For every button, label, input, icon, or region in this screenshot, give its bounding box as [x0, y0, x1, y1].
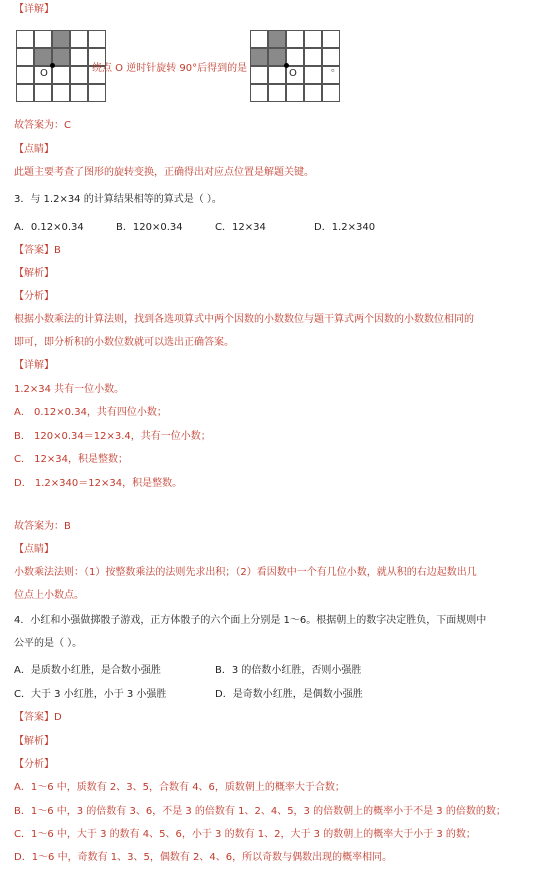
q3-option-b: B．120×0.34 [116, 222, 183, 233]
q3-detail-d: D． 1.2×340＝12×34，积是整数。 [14, 478, 183, 489]
q4-analysis-d: D．1～6 中，奇数有 1、3、5，偶数有 2、4、6，所以奇数与偶数出现的概率相同。 [14, 852, 393, 863]
grid-cell [34, 30, 52, 48]
q3-dianjing: 【点睛】 [14, 544, 54, 555]
q3-detail-0: 1.2×34 共有一位小数。 [14, 384, 125, 395]
q2-answer: 故答案为：C [14, 120, 71, 131]
grid-cell [286, 30, 304, 48]
q2-dianjing-header: 【点睛】 [14, 144, 54, 155]
grid-cell [34, 84, 52, 102]
q3-fenxi-text-1: 根据小数乘法的计算法则，找到各选项算式中两个因数的小数数位与题干算式两个因数的小数数位相同的 [14, 314, 474, 325]
detail-header: 【详解】 [14, 4, 54, 15]
grid-cell [304, 30, 322, 48]
grid-cell [250, 30, 268, 48]
grid-cell [304, 48, 322, 66]
q3-jiexi: 【解析】 [14, 268, 54, 279]
grid-cell [70, 84, 88, 102]
q4-option-b: B．3 的倍数小红胜，否则小强胜 [215, 665, 362, 676]
grid-cell [70, 48, 88, 66]
grid-cell [88, 30, 106, 48]
q3-dianjing-text-2: 位点上小数点。 [14, 590, 84, 601]
q4-analysis-b: B．1～6 中，3 的倍数有 3、6，不是 3 的倍数有 1、2、4、5，3 的倍数朝上的概率小于不是 3 的倍数的数； [14, 806, 506, 817]
rotation-center-label-left: O [40, 68, 48, 79]
grid-cell [286, 84, 304, 102]
q4-answer: 【答案】D [14, 712, 62, 723]
grid-cell [88, 84, 106, 102]
q3-option-c: C．12×34 [215, 222, 266, 233]
figure-period: 。 [331, 63, 341, 74]
grid-cell [70, 30, 88, 48]
grid-cell [250, 84, 268, 102]
rotation-center-label-right: O [289, 68, 297, 79]
grid-cell [16, 48, 34, 66]
grid-cell [268, 30, 286, 48]
q4-fenxi: 【分析】 [14, 759, 54, 770]
figure-caption: 绕点 O 逆时针旋转 90°后得到的是 [92, 63, 248, 74]
q3-answer: 【答案】B [14, 245, 61, 256]
rotation-center-dot-left [50, 63, 55, 68]
grid-cell [322, 84, 340, 102]
grid-cell [70, 66, 88, 84]
q3-detail-b: B． 120×0.34＝12×3.4，共有一位小数； [14, 431, 211, 442]
q3-option-a: A．0.12×0.34 [14, 222, 84, 233]
grid-cell [34, 48, 52, 66]
q3-detail-c: C． 12×34，积是整数； [14, 454, 128, 465]
grid-cell [322, 30, 340, 48]
q4-stem-2: 公平的是（ ）。 [14, 638, 83, 649]
q4-option-d: D．是奇数小红胜，是偶数小强胜 [215, 689, 363, 700]
q3-fenxi-text-2: 即可，即分析积的小数位数就可以选出正确答案。 [14, 337, 234, 348]
grid-cell [16, 66, 34, 84]
grid-cell [268, 66, 286, 84]
q3-dianjing-text-1: 小数乘法法则：（1）按整数乘法的法则先求出积；（2）看因数中一个有几位小数，就从积的右边起数出几 [14, 567, 477, 578]
grid-cell [304, 84, 322, 102]
q3-final-answer: 故答案为：B [14, 521, 71, 532]
q4-analysis-a: A．1～6 中，质数有 2、3、5，合数有 4、6，质数朝上的概率大于合数； [14, 782, 345, 793]
grid-cell [304, 66, 322, 84]
grid-cell [52, 66, 70, 84]
q4-jiexi: 【解析】 [14, 736, 54, 747]
grid-cell [52, 84, 70, 102]
q4-analysis-c: C．1～6 中，大于 3 的数有 4、5、6，小于 3 的数有 1、2，大于 3 的数朝上的概率大于小于 3 的数； [14, 829, 476, 840]
q3-stem: 3．与 1.2×34 的计算结果相等的算式是（ ）。 [14, 194, 222, 205]
grid-cell [268, 84, 286, 102]
q4-option-c: C．大于 3 小红胜，小于 3 小强胜 [14, 689, 167, 700]
grid-after-rotation [250, 30, 340, 102]
grid-cell [16, 30, 34, 48]
q3-xiangjie: 【详解】 [14, 360, 54, 371]
q4-option-a: A．是质数小红胜，是合数小强胜 [14, 665, 161, 676]
grid-cell [250, 48, 268, 66]
q3-fenxi: 【分析】 [14, 291, 54, 302]
grid-cell [250, 66, 268, 84]
grid-cell [16, 84, 34, 102]
grid-cell [52, 30, 70, 48]
q3-option-d: D．1.2×340 [314, 222, 376, 233]
q4-stem-1: 4．小红和小强做掷骰子游戏，正方体骰子的六个面上分别是 1～6。根据朝上的数字决定胜负，下面规则中 [14, 615, 487, 626]
q3-detail-a: A． 0.12×0.34，共有四位小数； [14, 407, 167, 418]
q2-dianjing-text: 此题主要考查了图形的旋转变换，正确得出对应点位置是解题关键。 [14, 167, 314, 178]
grid-cell [268, 48, 286, 66]
